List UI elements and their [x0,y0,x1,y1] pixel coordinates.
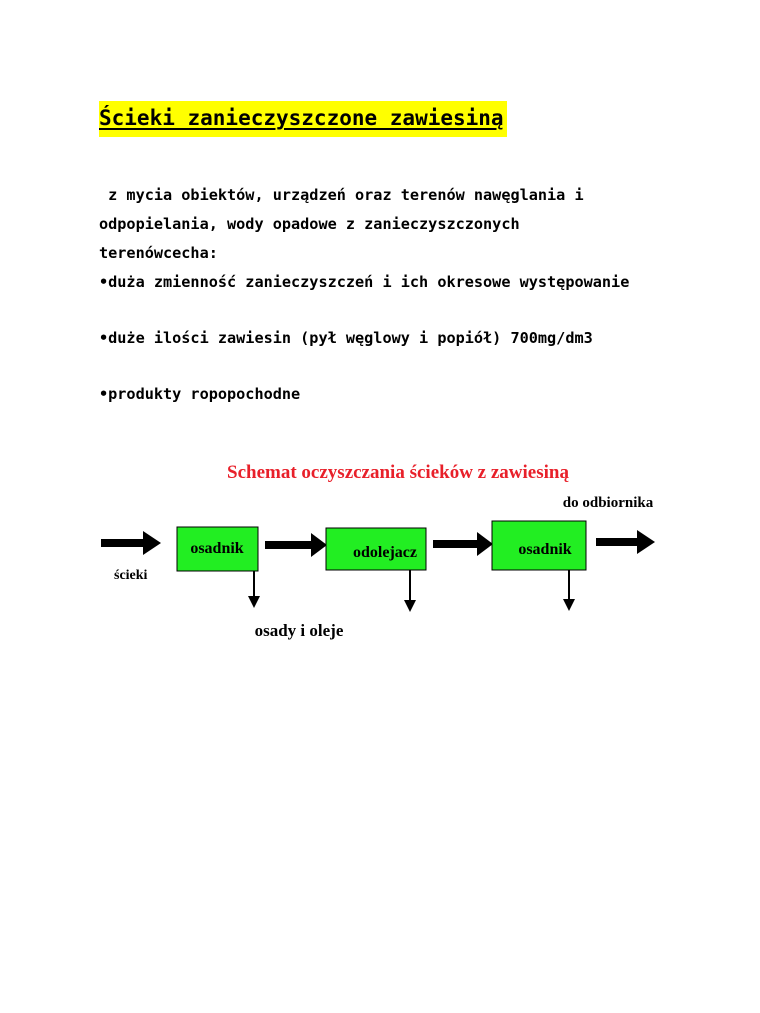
intro-line: z mycia obiektów, urządzeń oraz terenów nawęglania i [99,186,584,204]
process-box-osadnik-2 [492,521,586,570]
intro-line: odpopielania, wody opadowe z zanieczyszczonych [99,215,520,233]
sediment-arrow [563,570,575,611]
process-box-osadnik-1 [177,527,258,571]
page-title: Ścieki zanieczyszczone zawiesiną [99,101,507,137]
flow-arrow [265,533,327,557]
sediment-arrow [248,571,260,608]
output-label: do odbiornika [562,495,654,511]
input-arrow [101,531,161,555]
output-arrow [596,530,655,554]
bullet-item: •duże ilości zawiesin (pył węglowy i popiół) 700mg/dm3 [99,329,593,347]
box-label: odolejacz [353,544,417,561]
flow-arrow [433,532,493,556]
box-label: osadnik [518,541,572,558]
process-box-odolejacz [326,528,426,570]
sediment-arrow [404,570,416,612]
bullet-item: •duża zmienność zanieczyszczeń i ich okresowe występowanie [99,273,630,291]
intro-line: terenówcecha: [99,244,218,262]
diagram-title: Schemat oczyszczania ścieków z zawiesiną [227,462,569,483]
box-label: osadnik [190,540,244,557]
bullet-item: •produkty ropopochodne [99,385,301,403]
sediment-label: osady i oleje [254,621,344,640]
input-label: ścieki [114,568,148,583]
